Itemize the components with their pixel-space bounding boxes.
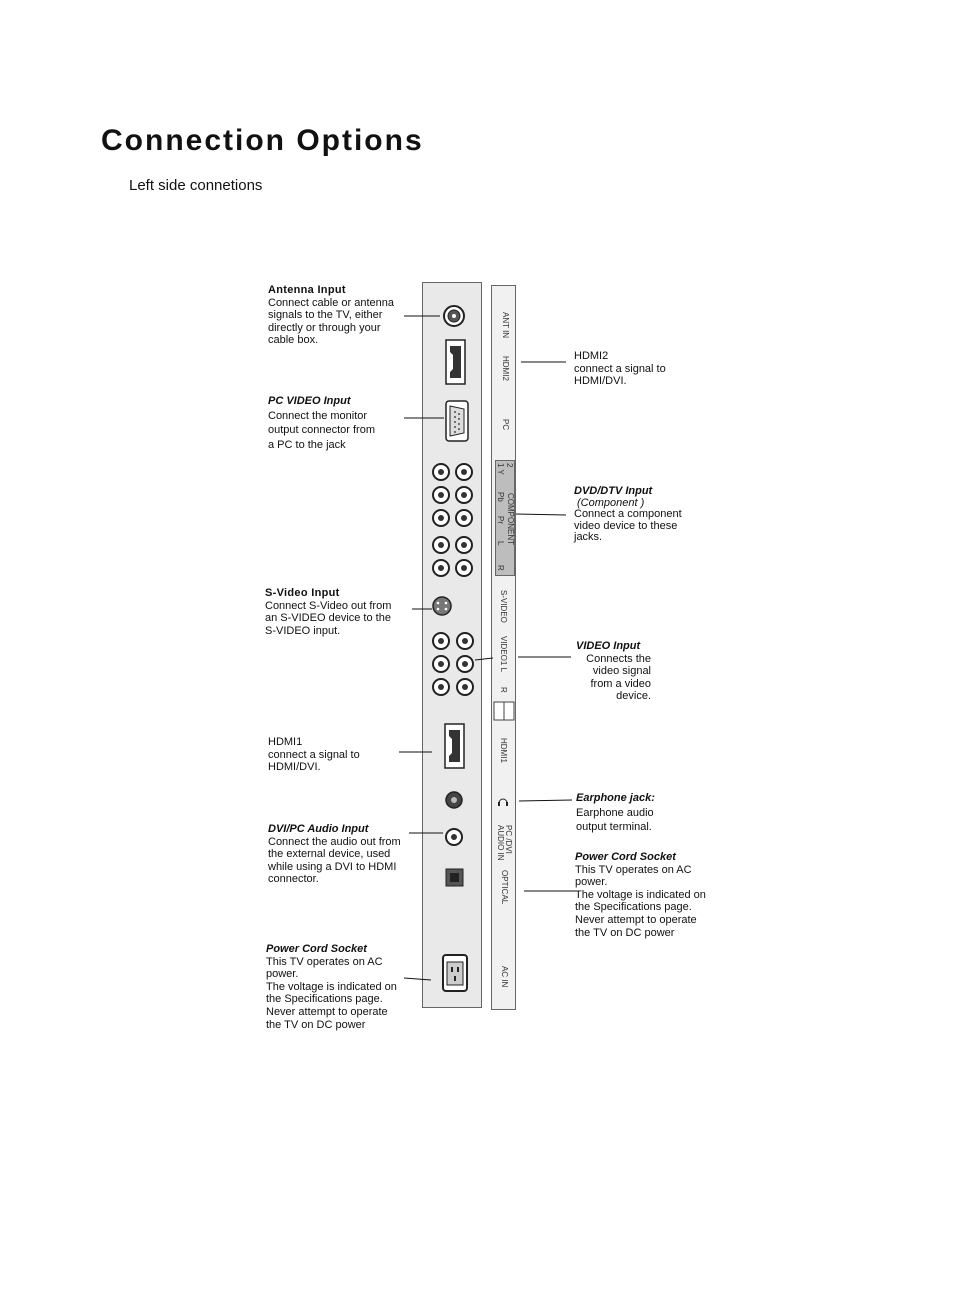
- hdmi1-port-icon: [445, 724, 464, 768]
- earphone-jack-icon: [446, 792, 462, 808]
- label-pr: Pr: [496, 516, 505, 524]
- callout-heading: DVD/DTV Input: [574, 485, 653, 497]
- callout-heading: Antenna Input: [268, 284, 346, 296]
- callout-heading: HDMI1: [268, 736, 303, 748]
- label-hdmi1: HDMI1: [499, 738, 508, 763]
- label-ac-in: AC IN: [500, 966, 509, 988]
- callout-body: Connects the video signal from a video device.: [586, 652, 651, 703]
- callout-heading: S-Video Input: [265, 587, 340, 599]
- leader-lines: [399, 316, 578, 980]
- label-l: L: [496, 541, 505, 546]
- rca-jack-icon: [456, 537, 472, 553]
- rca-jack-icon: [457, 656, 473, 672]
- rca-jack-icon: [457, 633, 473, 649]
- rca-jack-icon: [456, 464, 472, 480]
- callout-body: Connect cable or antenna signals to the TV, either directly or through your cable box.: [268, 296, 394, 347]
- callout-body: connect a signal to HDMI/DVI.: [574, 362, 666, 388]
- rca-jack-icon: [456, 560, 472, 576]
- callout-heading: Power Cord Socket: [575, 851, 676, 863]
- headphone-icon: [498, 799, 508, 806]
- callout-body: Connect the audio out from the external device, used while using a DVI to HDMI connector.: [268, 835, 401, 886]
- strip-small-box: [494, 702, 514, 720]
- video-jacks: [433, 633, 473, 695]
- callout-heading: PC VIDEO Input: [268, 395, 351, 407]
- callout-heading: VIDEO Input: [576, 640, 641, 652]
- rca-jack-icon: [433, 656, 449, 672]
- callout-subheading: (Component ): [577, 496, 645, 509]
- callout-heading: Earphone jack:: [576, 792, 655, 804]
- label-r: R: [496, 565, 505, 571]
- label-video1: VIDEO1 L: [499, 636, 508, 673]
- rca-jack-icon: [456, 487, 472, 503]
- callout-body: This TV operates on AC power. The voltage is indicated on the Specifications page. Never attempt to operate the TV on DC power: [266, 955, 397, 1031]
- rca-jack-icon: [433, 464, 449, 480]
- component-jacks: [433, 464, 472, 576]
- rca-jack-icon: [457, 679, 473, 695]
- callout-heading: Power Cord Socket: [266, 943, 367, 955]
- rca-jack-icon: [456, 510, 472, 526]
- callout-body: This TV operates on AC power. The voltage is indicated on the Specifications page. Never attempt to operate the TV on DC power: [575, 863, 706, 939]
- label-video-r: R: [499, 687, 508, 693]
- callout-body: Connect S-Video out from an S-VIDEO device to the S-VIDEO input.: [265, 599, 392, 637]
- ac-inlet-icon: [443, 955, 467, 991]
- rca-jack-icon: [433, 560, 449, 576]
- page-subtitle: Left side connetions: [129, 177, 263, 194]
- callout-body: connect a signal to HDMI/DVI.: [268, 748, 360, 774]
- rca-jack-icon: [433, 537, 449, 553]
- hdmi2-port-icon: [446, 340, 465, 384]
- optical-port-icon: [446, 869, 463, 886]
- rca-jack-icon: [433, 633, 449, 649]
- label-svideo: S-VIDEO: [499, 590, 508, 623]
- label-pb: Pb: [496, 492, 505, 502]
- label-pc: PC: [501, 419, 510, 431]
- label-hdmi2: HDMI2: [501, 356, 510, 381]
- page-title: Connection Options: [101, 124, 424, 157]
- rca-jack-icon: [433, 510, 449, 526]
- callout-heading: DVI/PC Audio Input: [268, 823, 369, 835]
- label-comp-y: 1 Y: [496, 463, 505, 475]
- audio-in-jack-icon: [446, 829, 462, 845]
- label-ant-in: ANT IN: [501, 312, 510, 339]
- label-comp-num: 2: [505, 463, 514, 468]
- svideo-jack-icon: [433, 597, 451, 615]
- callout-heading: HDMI2: [574, 350, 609, 362]
- callout-body: Connect a component video device to these jacks.: [574, 508, 682, 543]
- vga-port-icon: [446, 401, 468, 441]
- callout-body: Connect the monitor output connector from a PC to the jack: [268, 409, 376, 451]
- rca-jack-icon: [433, 487, 449, 503]
- label-component: COMPONENT: [506, 493, 515, 545]
- label-pc-dvi-audio: PC /DVI AUDIO IN: [496, 825, 513, 861]
- callout-body: Earphone audio output terminal.: [576, 806, 654, 833]
- antenna-jack-icon: [444, 306, 464, 326]
- rca-jack-icon: [433, 679, 449, 695]
- label-optical: OPTICAL: [500, 870, 509, 905]
